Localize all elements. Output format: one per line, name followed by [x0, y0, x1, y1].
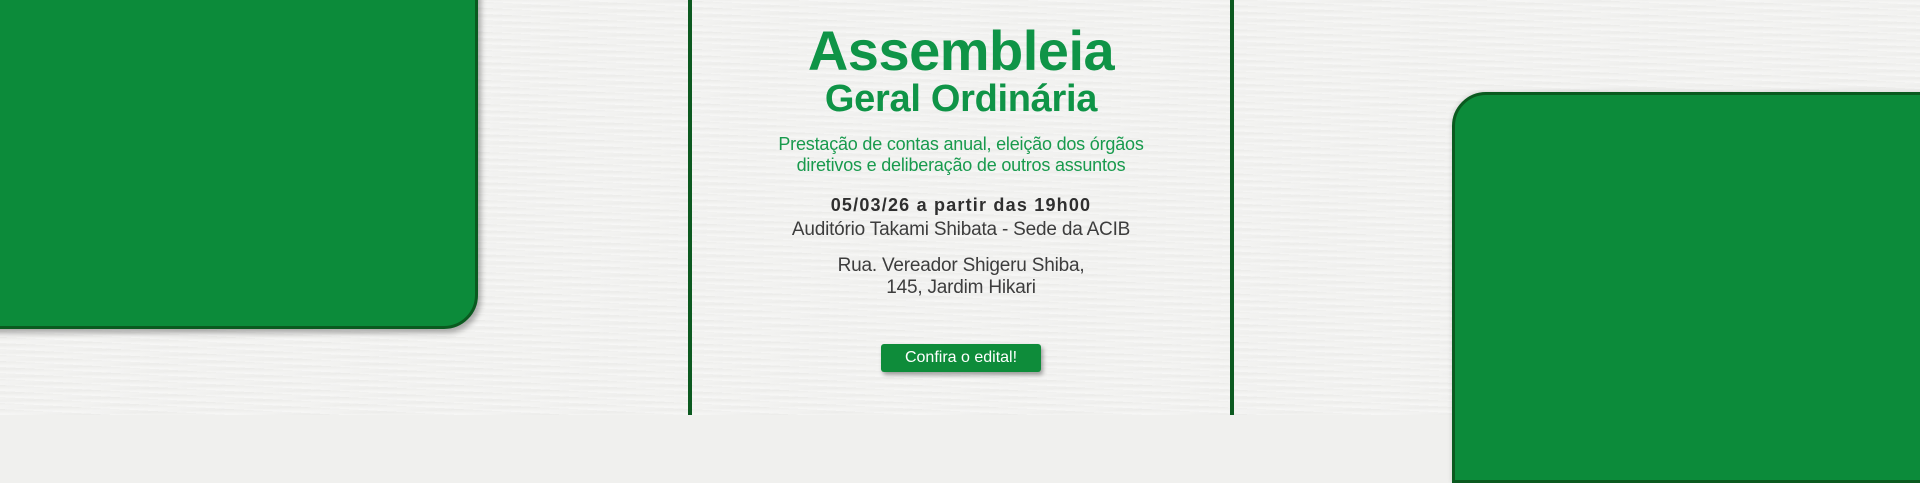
event-address-line1: Rua. Vereador Shigeru Shiba,: [837, 255, 1085, 276]
event-title-secondary: Geral Ordinária: [824, 78, 1098, 120]
event-datetime: 05/03/26 a partir das 19h00: [830, 195, 1092, 215]
right-vertical-divider: [1230, 0, 1234, 415]
event-venue: Auditório Takami Shibata - Sede da ACIB: [791, 219, 1131, 240]
event-title: Assembleia: [807, 19, 1115, 82]
event-address-line2: 145, Jardim Hikari: [886, 277, 1036, 298]
left-green-panel: [0, 0, 478, 329]
event-description: [692, 134, 1230, 176]
event-banner: [692, 0, 1230, 415]
right-green-panel: [1452, 92, 1920, 483]
event-address: [692, 255, 1230, 299]
cta-container: [692, 344, 1230, 372]
view-edict-button[interactable]: Confira o edital!: [881, 344, 1041, 372]
event-description-line2: diretivos e deliberação de outros assuntos: [796, 155, 1126, 175]
event-description-line1: Prestação de contas anual, eleição dos órgãos: [778, 134, 1144, 154]
